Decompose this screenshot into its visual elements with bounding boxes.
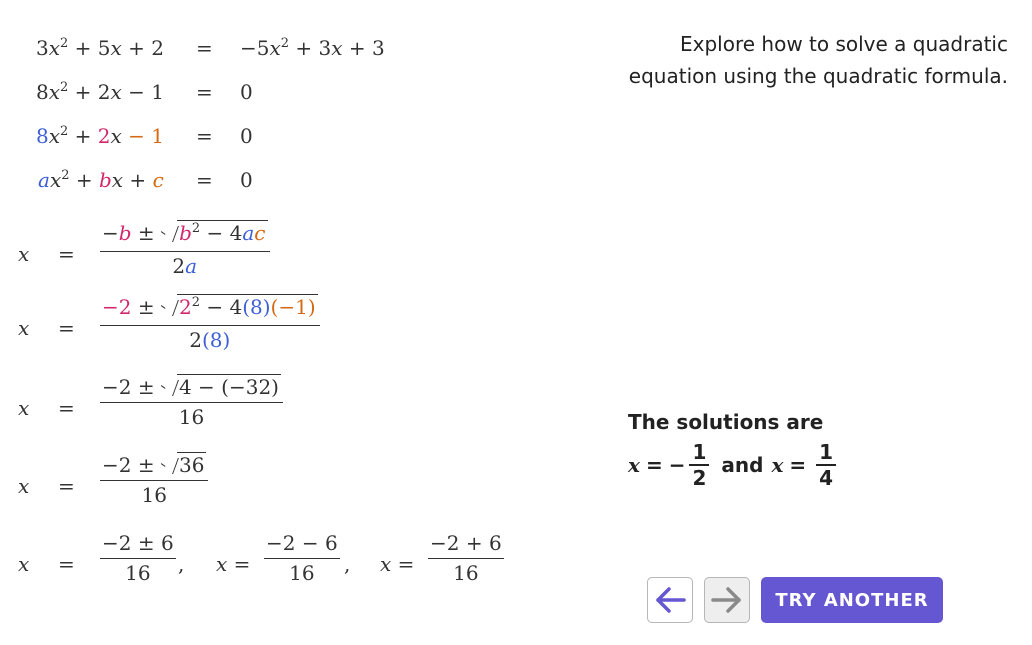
formula-fraction: −2 ± 4 − (−32) 16 — [100, 374, 283, 431]
formula-fraction: −2 ± 36 16 — [100, 452, 208, 509]
equation-1-lhs: $3x^2 + 5x + 2$ — [36, 36, 164, 60]
equation-row-1 — [36, 34, 456, 62]
equals-sign: = — [196, 80, 213, 104]
equation-1-rhs: $-5x^2 + 3x + 3$ — [240, 36, 385, 60]
equation-2-lhs: $8x^2 + 2x - 1$ — [36, 80, 164, 104]
formula-fraction: −2 ± $2^2 - 4(8)(-1)$ 2(8) — [100, 294, 320, 354]
variable-x: x — [18, 316, 30, 340]
equals-sign: = — [58, 552, 75, 576]
formula-step-2 — [18, 294, 378, 362]
try-another-button[interactable]: TRY ANOTHER — [761, 577, 943, 623]
equation-4-lhs: $ax^2$ + bx + c — [38, 168, 164, 192]
equals-sign: = — [196, 36, 213, 60]
variable-x: x — [18, 396, 30, 420]
variable-x: x — [18, 552, 30, 576]
formula-step-5: x = $\frac{-2 \pm 6}{16}$ , x = $\frac{-2 - 6}{16}$ , x = $\frac{-2 + 6}{16}$ — [18, 531, 502, 585]
equation-row-4 — [38, 166, 458, 194]
formula-fraction: $\frac{-2 + 6}{16}$ — [430, 531, 502, 585]
solution-1-fraction: $\frac{1}{2}$ — [689, 440, 709, 490]
formula-fraction: $\frac{-2 - 6}{16}$ — [266, 531, 338, 585]
arrow-left-icon — [653, 585, 687, 615]
equation-3-rhs: 0 — [240, 124, 253, 148]
solutions-heading: The solutions are — [628, 410, 824, 434]
equation-3-lhs: $8x^2 + 2x - 1$ — [36, 124, 164, 148]
equals-sign: = — [58, 474, 75, 498]
solution-2-fraction: $\frac{1}{4}$ — [816, 440, 836, 490]
equation-4-rhs: 0 — [240, 168, 253, 192]
variable-x: x — [18, 242, 30, 266]
x-equals-label: x = — [380, 552, 415, 576]
equation-2-rhs: 0 — [240, 80, 253, 104]
formula-fraction: $\frac{-2 \pm 6}{16}$ — [102, 531, 174, 585]
equals-sign: = — [196, 124, 213, 148]
equals-sign: = — [196, 168, 213, 192]
equals-sign: = — [58, 396, 75, 420]
variable-x: x — [18, 474, 30, 498]
description-text: Explore how to solve a quadratic equation using the quadratic formula. — [628, 32, 1008, 88]
formula-fraction: −b ± $b^2 - 4ac$ 2a — [100, 220, 270, 280]
equation-row-2 — [36, 78, 456, 106]
formula-step-1 — [18, 220, 338, 288]
solutions-line: x = − $\frac{1}{2}$ and x = $\frac{1}{4}$ — [628, 440, 840, 490]
formula-step-3 — [18, 374, 338, 442]
formula-step-4 — [18, 452, 338, 520]
next-button[interactable] — [704, 577, 750, 623]
equals-sign: = — [58, 242, 75, 266]
x-equals-label: x = — [216, 552, 251, 576]
arrow-right-icon — [710, 585, 744, 615]
solutions-panel — [628, 408, 840, 490]
equation-row-3 — [36, 122, 456, 150]
equals-sign: = — [58, 316, 75, 340]
previous-button[interactable] — [647, 577, 693, 623]
